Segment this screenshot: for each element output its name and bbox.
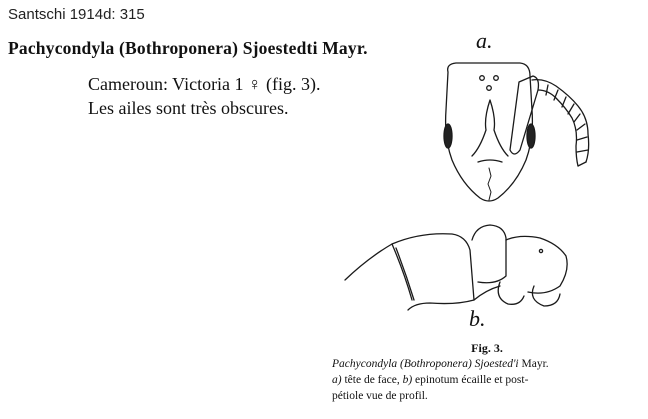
caption-author: Mayr. xyxy=(518,358,549,370)
caption-line-1 xyxy=(332,356,642,372)
panel-b-label: b. xyxy=(469,306,486,331)
caption-a-text: tête de face, xyxy=(341,374,403,386)
caption-b-letter: b) xyxy=(402,374,413,386)
caption-line-2 xyxy=(332,372,642,388)
caption-b-text: epinotum écaille et post- xyxy=(412,374,529,386)
wings-note-line: Les ailes sont très obscures. xyxy=(88,98,289,118)
caption-species-name: Pachycondyla (Bothroponera) Sjoested'i xyxy=(332,358,519,370)
figure-caption xyxy=(332,340,642,404)
caption-a-letter: a) xyxy=(332,374,342,386)
figure-number: Fig. 3. xyxy=(471,341,503,355)
petiole-profile-view xyxy=(345,225,567,310)
species-title: Pachycondyla (Bothroponera) Sjoestedti Mayr. xyxy=(8,38,368,58)
caption-line-3: pétiole vue de profil. xyxy=(332,390,428,402)
head-frontal-view xyxy=(444,63,589,201)
panel-a-label: a. xyxy=(476,28,493,53)
source-reference: Santschi 1914d: 315 xyxy=(8,6,145,23)
locality-line: Cameroun: Victoria 1 ♀ (fig. 3). xyxy=(88,74,321,94)
